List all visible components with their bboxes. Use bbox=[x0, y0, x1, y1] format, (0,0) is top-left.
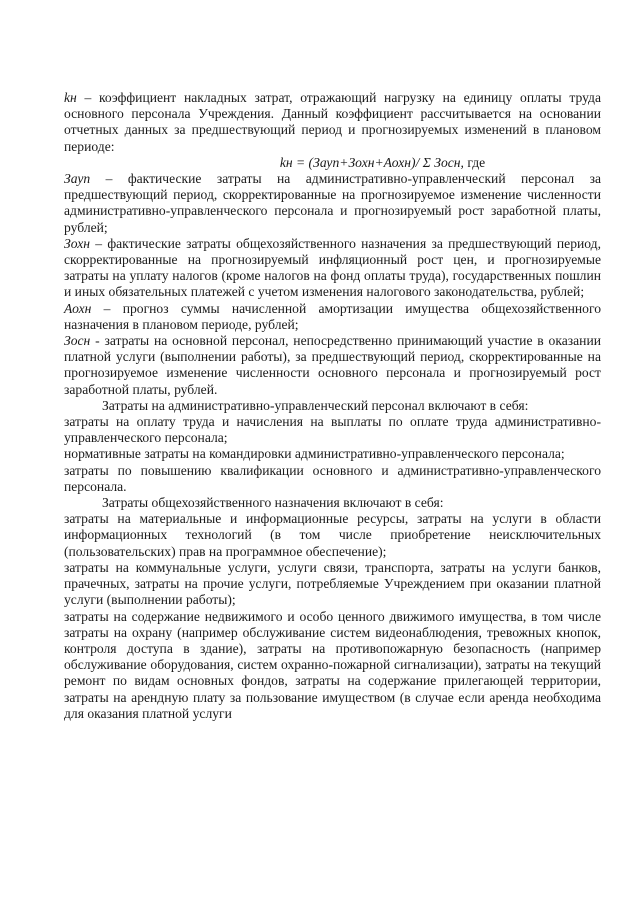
definition-zohn: – фактические затраты общехозяйственного назначения за предшествующий период, скорректированные на прогнозируемый инфляционный рост цен, и прогнозируемые затраты на уплату налогов (кроме налогов на фонд оплаты труда), государственных пошлин и иных обязательных платежей с учетом изменения налогового законодательства, рублей; bbox=[64, 235, 601, 300]
paragraph-kn bbox=[64, 90, 601, 155]
paragraph-aohn bbox=[64, 301, 601, 333]
definition-zaup: – фактические затраты на административно-управленческий персонал за предшествующий период, скорректированные на прогнозируемое изменение численности административно-управленческого персонала и прогнозируемый рост заработной платы, рублей; bbox=[64, 171, 601, 235]
term-zohn: Зохн bbox=[64, 235, 91, 251]
term-aohn: Аохн bbox=[64, 300, 92, 316]
overhead-formula bbox=[64, 155, 601, 171]
ohn-item-3: затраты на содержание недвижимого и особо ценного движимого имущества, в том числе затраты на охрану (например обслуживание систем видеонаблюдения, тревожных кнопок, контроля доступа в здание), затраты на противопожарную безопасность (например обслуживание оборудования, систем охранно-пожарной сигнализации), затраты на текущий ремонт по видам основных фондов, затраты на содержание прилегающей территории, затраты на арендную плату за пользование имуществом (в случае если аренда необходима для оказания платной услуги bbox=[64, 608, 601, 721]
formula-suffix: где bbox=[463, 154, 486, 170]
term-zosn: Зосн bbox=[64, 333, 91, 349]
aup-item-1: затраты на оплату труда и начисления на выплаты по оплате труда административно-управленческого персонала; bbox=[64, 414, 601, 446]
ohn-heading: Затраты общехозяйственного назначения включают в себя: bbox=[102, 495, 444, 511]
definition-kn: – коэффициент накладных затрат, отражающий нагрузку на единицу оплаты труда основного персонала Учреждения. Данный коэффициент рассчитывается на основании отчетных данных за предшествующий период и прогнозируемых изменений в плановом периоде: bbox=[64, 90, 601, 154]
paragraph-zaup bbox=[64, 171, 601, 236]
paragraph-zohn bbox=[64, 236, 601, 301]
definition-zosn: - затраты на основной персонал, непосредственно принимающий участие в оказании платной услуги (выполнении работы), за предшествующий период, скорректированные на прогнозируемое изменение численности основного персонала и прогнозируемый рост заработной платы, рублей. bbox=[64, 333, 601, 397]
aup-item-2: нормативные затраты на командировки административно-управленческого персонала; bbox=[64, 446, 565, 462]
aup-item-3: затраты по повышению квалификации основного и административно-управленческого персонала. bbox=[64, 462, 601, 494]
document-body bbox=[64, 90, 601, 722]
term-zaup: Зауп bbox=[64, 171, 91, 187]
definition-aohn: – прогноз суммы начисленной амортизации имущества общехозяйственного назначения в плановом периоде, рублей; bbox=[64, 300, 601, 332]
ohn-item-2: затраты на коммунальные услуги, услуги связи, транспорта, затраты на услуги банков, прачечных, затраты на прочие услуги, потребляемые Учреждением при оказании платной услуги (выполнении работы); bbox=[64, 559, 601, 608]
paragraph-zosn bbox=[64, 333, 601, 398]
aup-heading: Затраты на административно-управленческий персонал включают в себя: bbox=[102, 397, 529, 413]
formula-expression: kн = (Зауп+Зохн+Аохн)/ Σ Зосн, bbox=[279, 154, 464, 170]
term-kn: kн bbox=[64, 90, 77, 105]
ohn-item-1: затраты на материальные и информационные ресурсы, затраты на услуги в области информационных технологий (в том числе приобретение неисключительных (пользовательских) прав на программное обеспечение); bbox=[64, 511, 601, 559]
